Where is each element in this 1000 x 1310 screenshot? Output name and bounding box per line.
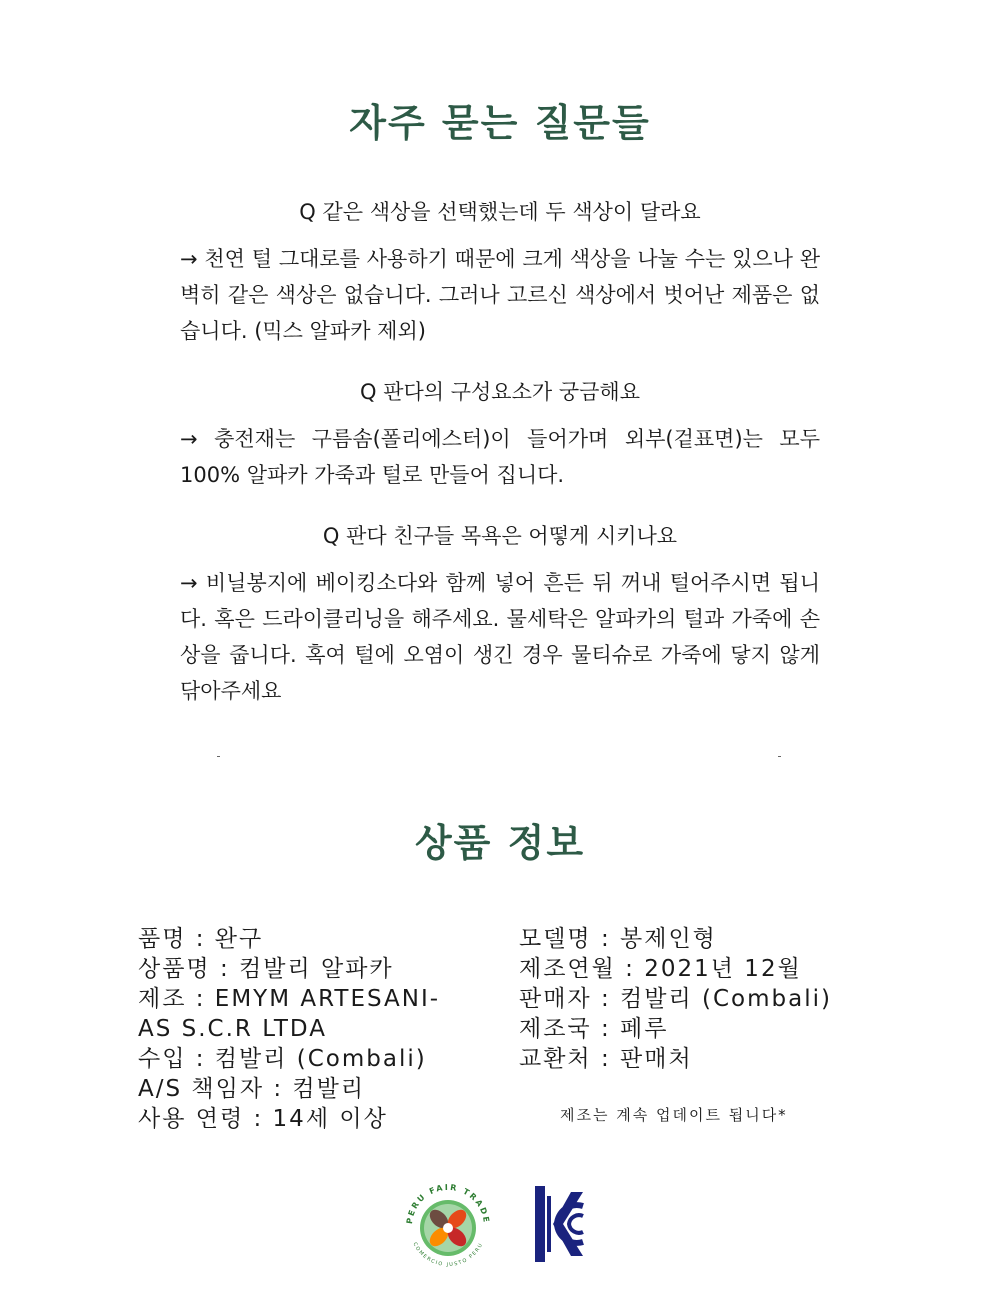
faq-answer-1: → 천연 털 그대로를 사용하기 때문에 크게 색상을 나눌 수는 있으나 완벽히 같은 색상은 없습니다. 그러나 고르신 색상에서 벗어난 제품은 없습니다. (믹스 알파카 제외) [180, 247, 820, 343]
info-line: 제조 : EMYM ARTESANI- [138, 986, 441, 1012]
info-line: 제조연월 : 2021년 12월 [519, 956, 802, 982]
info-line: A/S 책임자 : 컴발리 [138, 1076, 366, 1102]
product-info-title: 상품 정보 [414, 821, 586, 865]
faq-question-3: Q 판다 친구들 목욕은 어떻게 시키나요 [322, 524, 678, 548]
info-line: 제조국 : 페루 [519, 1016, 669, 1042]
fair-trade-bottom-text: COMERCIO JUSTO PERU [411, 1241, 485, 1269]
faq-title: 자주 묻는 질문들 [349, 101, 651, 145]
product-info-right-column [519, 924, 879, 1074]
info-line: 품명 : 완구 [138, 926, 264, 952]
fair-trade-hands-icon [398, 1176, 498, 1271]
update-note: 제조는 계속 업데이트 됩니다* [560, 1106, 788, 1124]
kc-certification-icon [533, 1184, 587, 1264]
info-line: 상품명 : 컴발리 알파카 [138, 956, 394, 982]
faq-answer-3: → 비닐봉지에 베이킹소다와 함께 넣어 흔든 뒤 꺼내 털어주시면 됩니다. 혹은 드라이클리닝을 해주세요. 물세탁은 알파카의 털과 가죽에 손상을 줍니다. 혹여 털에 오염이 생긴 경우 물티슈로 가죽에 닿지 않게 닦아주세요 [180, 571, 820, 703]
info-line: 수입 : 컴발리 (Combali) [138, 1046, 427, 1072]
info-line: 판매자 : 컴발리 (Combali) [519, 986, 832, 1012]
faq-answer-2: → 충전재는 구름솜(폴리에스터)이 들어가며 외부(겉표면)는 모두 100% 알파카 가죽과 털로 만들어 집니다. [180, 427, 820, 487]
fair-trade-top-text: PERU FAIR TRADE [404, 1182, 492, 1225]
faq-question-2: Q 판다의 구성요소가 궁금해요 [360, 380, 640, 404]
divider-mark-right [778, 756, 781, 757]
divider-mark-left [217, 756, 220, 757]
info-line: AS S.C.R LTDA [138, 1016, 327, 1042]
info-line: 모델명 : 봉제인형 [519, 926, 717, 952]
info-line: 사용 연령 : 14세 이상 [138, 1106, 388, 1132]
info-line: 교환처 : 판매처 [519, 1046, 693, 1072]
product-info-left-column [138, 924, 468, 1134]
faq-question-1: Q 같은 색상을 선택했는데 두 색상이 달라요 [299, 200, 701, 224]
